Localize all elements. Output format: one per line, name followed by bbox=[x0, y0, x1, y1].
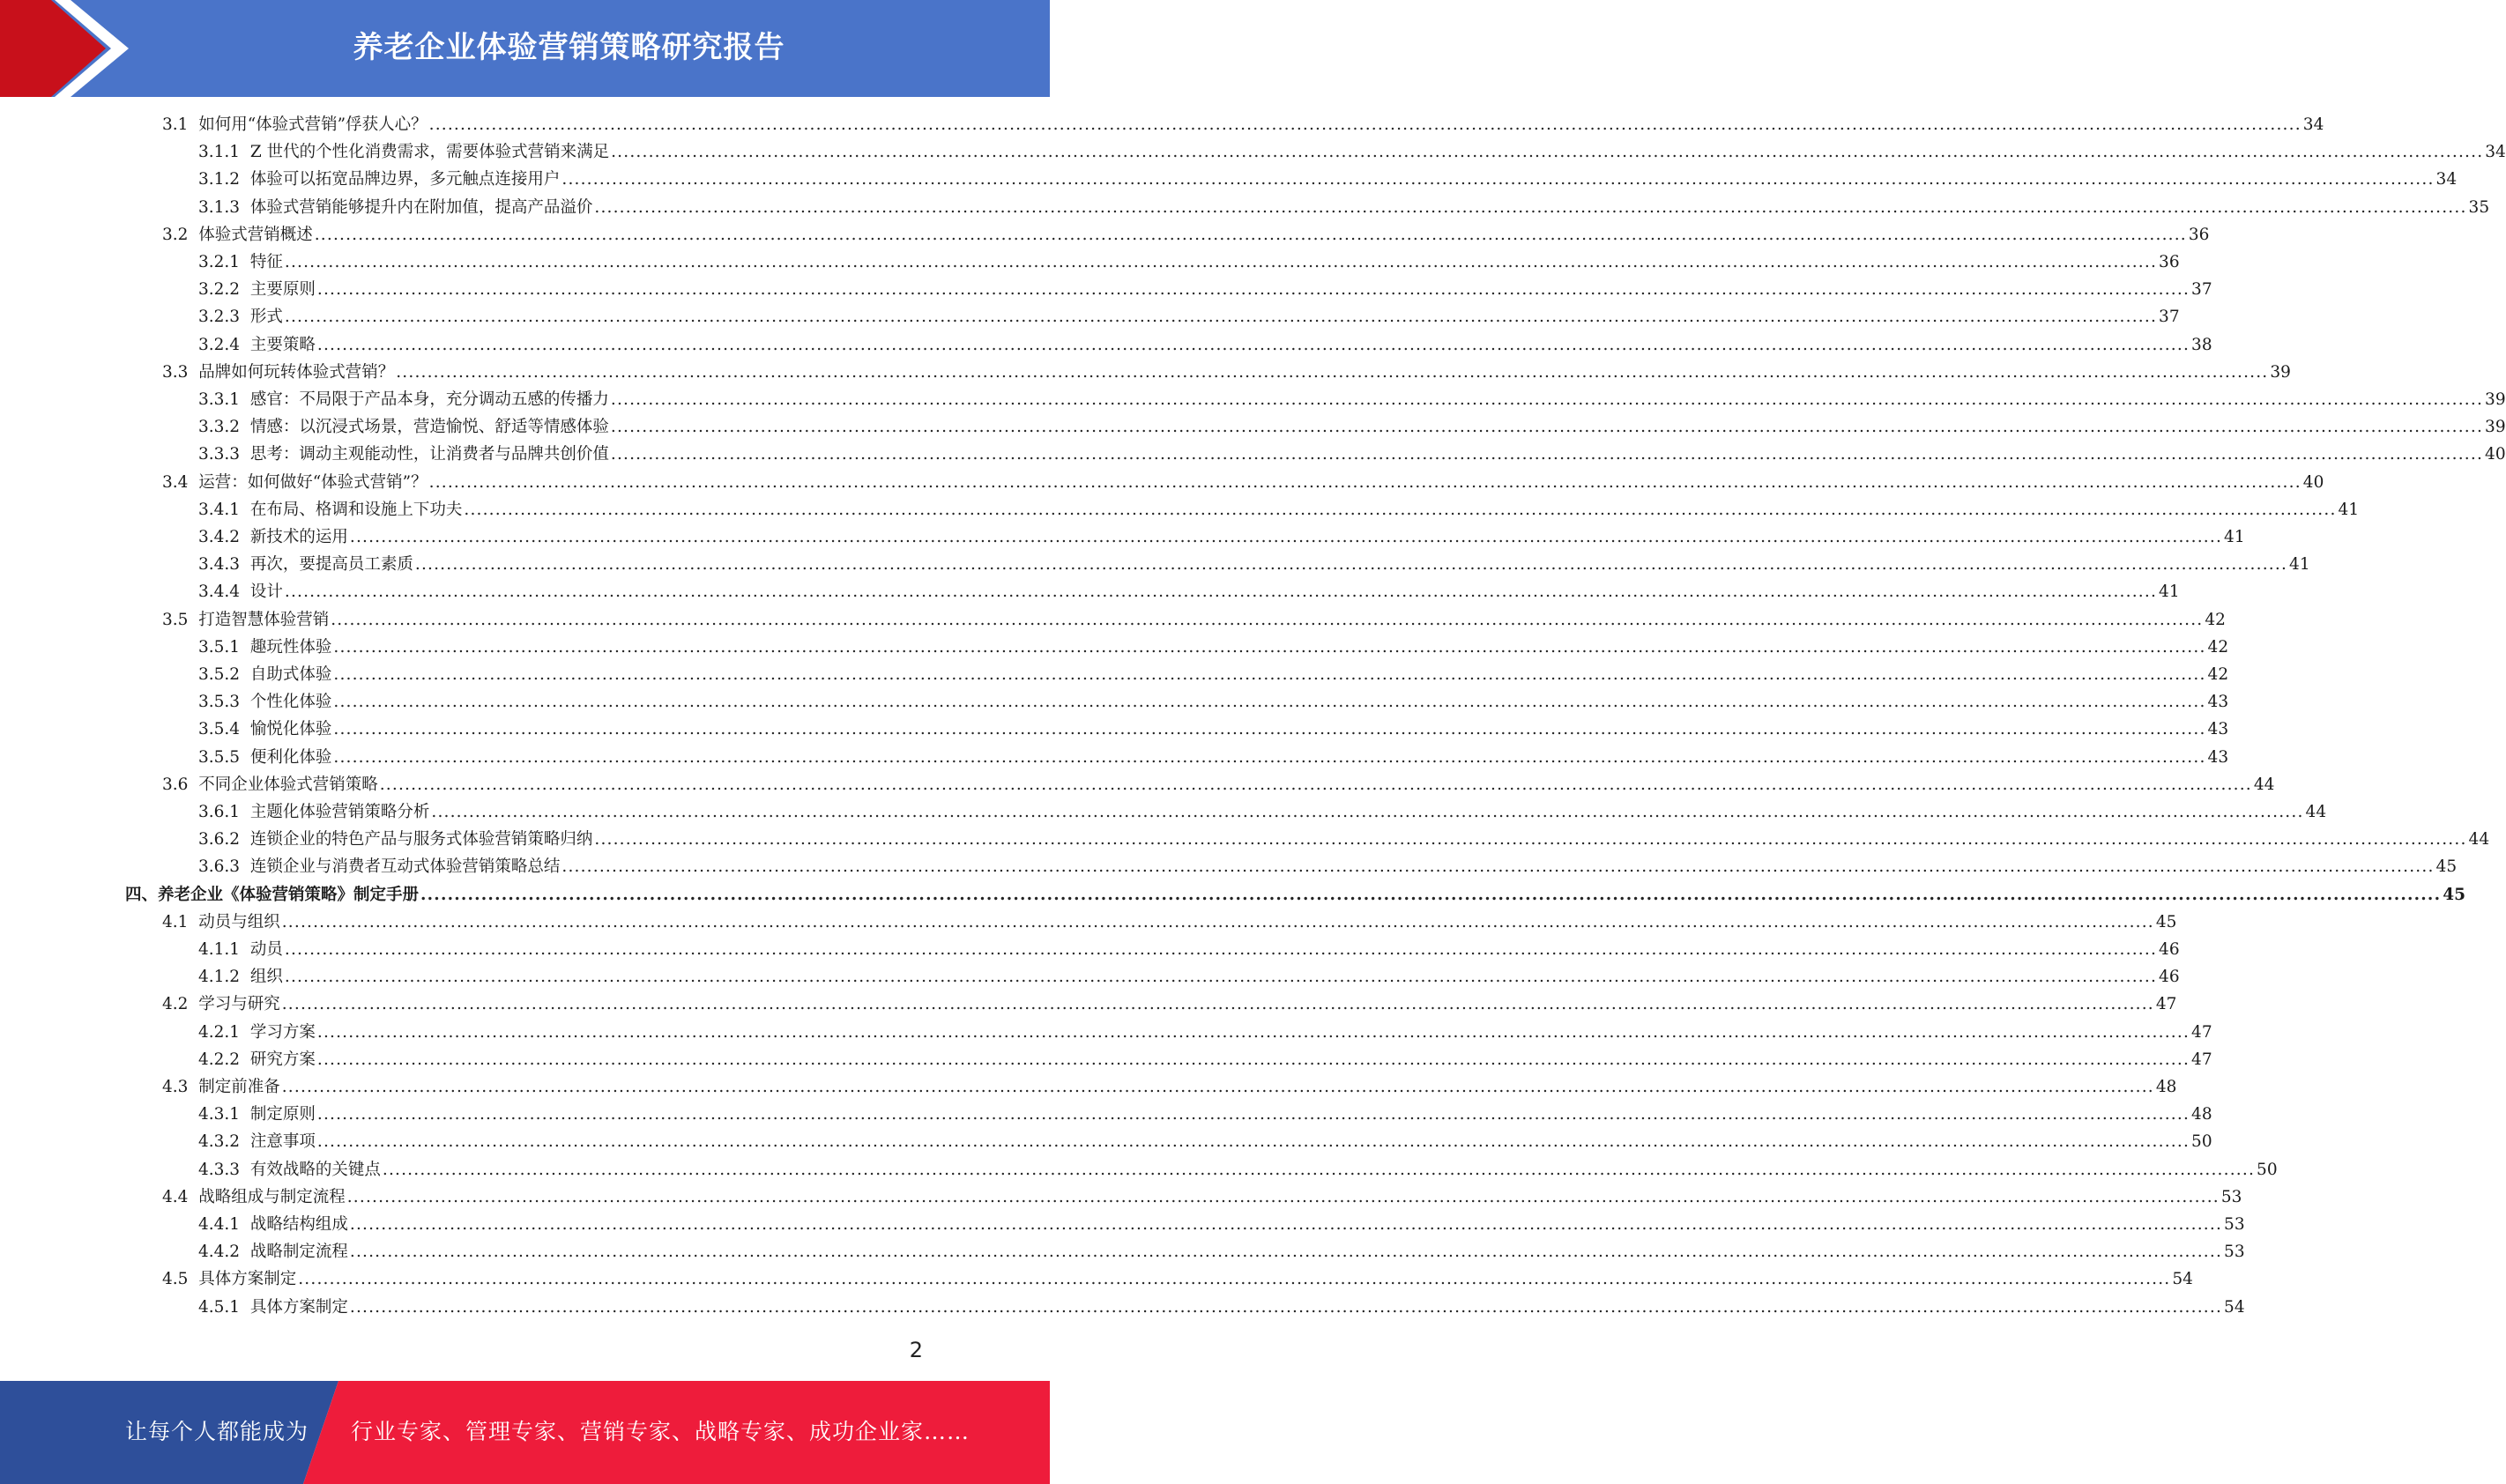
toc-entry-number: 3.6.3 bbox=[198, 857, 241, 877]
toc-entry-number: 3.2 bbox=[162, 225, 189, 244]
toc-entry-number: 3.2.4 bbox=[198, 335, 241, 354]
toc-entry-title: 具体方案制定 bbox=[198, 1270, 297, 1289]
toc-entry-title: 连锁企业的特色产品与服务式体验营销策略归纳 bbox=[249, 830, 593, 850]
toc-entry-page: 37 bbox=[2191, 280, 2212, 300]
toc-entry-number: 3.6 bbox=[162, 775, 189, 794]
toc-entry-title: 品牌如何玩转体验式营销？ bbox=[198, 362, 395, 382]
toc-entry[interactable] bbox=[198, 1238, 2245, 1265]
toc-entry-page: 45 bbox=[2155, 912, 2177, 931]
toc-entry-gap bbox=[240, 1101, 250, 1128]
toc-entry[interactable] bbox=[198, 1156, 2278, 1183]
toc-entry-gap bbox=[188, 469, 198, 496]
toc-entry-number: 4.1.1 bbox=[198, 940, 241, 959]
toc-entry-page: 41 bbox=[2224, 528, 2245, 546]
toc-entry-number: 3.1.1 bbox=[198, 143, 241, 162]
toc-entry-gap bbox=[240, 303, 250, 330]
toc-entry-number: 4.3 bbox=[162, 1078, 189, 1096]
toc-leader-dots: ............................................................................................................................................................................................................................................................................................................ bbox=[316, 335, 2190, 354]
toc-entry-page: 43 bbox=[2207, 693, 2229, 712]
toc-entry-page: 54 bbox=[2224, 1297, 2245, 1317]
toc-entry-number: 4.2 bbox=[162, 995, 189, 1014]
toc-leader-dots: ............................................................................................................................................................................................................................................................................................................ bbox=[316, 1022, 2190, 1042]
toc-entry-gap bbox=[188, 111, 198, 138]
toc-leader-dots: ............................................................................................................................................................................................................................................................................................................ bbox=[349, 1297, 2223, 1317]
toc-entry-number: 3.3.3 bbox=[198, 445, 241, 464]
toc-entry-page: 38 bbox=[2191, 335, 2212, 354]
toc-entry-page: 39 bbox=[2485, 418, 2506, 437]
toc-entry-title: 在布局、格调和设施上下功夫 bbox=[249, 500, 463, 519]
toc-entry[interactable] bbox=[198, 688, 2229, 716]
toc-leader-dots: ............................................................................................................................................................................................................................................................................................................ bbox=[346, 1187, 2220, 1206]
toc-leader-dots: ............................................................................................................................................................................................................................................................................................................ bbox=[281, 1078, 2154, 1096]
toc-leader-dots: ............................................................................................................................................................................................................................................................................................................ bbox=[379, 775, 2252, 794]
toc-leader-dots: ............................................................................................................................................................................................................................................................................................................ bbox=[594, 197, 2467, 217]
toc-entry-title: 动员 bbox=[249, 940, 283, 959]
toc-entry[interactable] bbox=[198, 523, 2245, 551]
toc-entry[interactable] bbox=[198, 166, 2458, 193]
toc-entry-page: 50 bbox=[2191, 1132, 2212, 1152]
toc-entry-number: 3.4.3 bbox=[198, 555, 241, 575]
toc-entry-page: 43 bbox=[2207, 747, 2229, 767]
toc-entry[interactable] bbox=[162, 221, 2210, 249]
toc-entry-page: 47 bbox=[2191, 1022, 2212, 1042]
toc-entry-title: 特征 bbox=[249, 253, 283, 271]
toc-leader-dots: ............................................................................................................................................................................................................................................................................................................ bbox=[284, 940, 2158, 959]
toc-leader-dots: ............................................................................................................................................................................................................................................................................................................ bbox=[333, 665, 2206, 684]
toc-entry-gap bbox=[240, 1211, 250, 1238]
toc-leader-dots: ............................................................................................................................................................................................................................................................................................................ bbox=[284, 968, 2158, 987]
toc-entry-gap bbox=[240, 523, 250, 551]
footer-slogan-right: 行业专家、管理专家、营销专家、战略专家、成功企业家…… bbox=[351, 1419, 970, 1444]
toc-leader-dots: ............................................................................................................................................................................................................................................................................................................ bbox=[316, 1050, 2190, 1069]
toc-entry-title: 运营：如何做好“体验式营销”？ bbox=[198, 472, 428, 492]
toc-entry[interactable] bbox=[198, 634, 2229, 661]
toc-entry-number: 3.5.1 bbox=[198, 637, 241, 657]
toc-entry-number: 3.4.2 bbox=[198, 528, 241, 546]
toc-entry-title: 打造智慧体验营销 bbox=[198, 610, 330, 629]
toc-entry-title: 体验可以拓宽品牌边界，多元触点连接用户 bbox=[249, 170, 561, 189]
toc-leader-dots: ............................................................................................................................................................................................................................................................................................................ bbox=[281, 912, 2154, 931]
toc-entry-page: 42 bbox=[2207, 665, 2229, 684]
toc-entry[interactable] bbox=[198, 249, 2180, 276]
toc-entry-page: 34 bbox=[2302, 115, 2324, 134]
toc-entry-gap bbox=[240, 194, 250, 221]
toc-entry-number: 4.4.2 bbox=[198, 1243, 241, 1262]
toc-entry-title: 如何用“体验式营销”俘获人心？ bbox=[198, 115, 428, 134]
toc-entry[interactable] bbox=[162, 469, 2324, 496]
toc-leader-dots: ............................................................................................................................................................................................................................................................................................................ bbox=[316, 280, 2190, 300]
toc-entry[interactable] bbox=[198, 331, 2212, 359]
toc-leader-dots: ............................................................................................................................................................................................................................................................................................................ bbox=[314, 225, 2187, 244]
toc-entry[interactable] bbox=[198, 1046, 2212, 1073]
toc-entry-number: 3.3.1 bbox=[198, 390, 241, 409]
toc-entry-gap bbox=[240, 716, 250, 743]
toc-entry-number: 4.5 bbox=[162, 1270, 189, 1289]
toc-entry[interactable] bbox=[198, 963, 2180, 991]
toc-entry-number: 4.3.3 bbox=[198, 1160, 241, 1179]
toc-entry-page: 35 bbox=[2468, 197, 2490, 217]
toc-entry-number: 3.4 bbox=[162, 472, 189, 492]
toc-entry-number: 3.5.3 bbox=[198, 693, 241, 712]
toc-entry-gap bbox=[240, 413, 250, 441]
toc-entry-page: 45 bbox=[2443, 885, 2465, 904]
toc-entry[interactable] bbox=[198, 386, 2506, 413]
toc-entry-number: 3.2.1 bbox=[198, 253, 241, 271]
footer-banner bbox=[0, 1381, 1050, 1484]
toc-entry-title: 情感：以沉浸式场景，营造愉悦、舒适等情感体验 bbox=[249, 418, 609, 437]
toc-entry[interactable] bbox=[198, 1101, 2212, 1128]
toc-entry-title: 战略结构组成 bbox=[249, 1215, 348, 1234]
toc-leader-dots: ............................................................................................................................................................................................................................................................................................................ bbox=[284, 253, 2158, 271]
toc-leader-dots: ............................................................................................................................................................................................................................................................................................................ bbox=[333, 720, 2206, 739]
toc-entry-page: 41 bbox=[2159, 582, 2180, 602]
toc-leader-dots: ............................................................................................................................................................................................................................................................................................................ bbox=[561, 857, 2435, 877]
toc-entry-page: 39 bbox=[2485, 390, 2506, 409]
toc-entry-page: 40 bbox=[2485, 445, 2506, 464]
toc-leader-dots: ............................................................................................................................................................................................................................................................................................................ bbox=[610, 418, 2484, 437]
toc-entry[interactable] bbox=[198, 798, 2327, 826]
toc-entry-title: 再次，要提高员工素质 bbox=[249, 555, 413, 575]
toc-entry-title: 四、养老企业《体验营销策略》制定手册 bbox=[125, 885, 420, 904]
toc-entry-title: 学习与研究 bbox=[198, 995, 280, 1014]
toc-leader-dots: ............................................................................................................................................................................................................................................................................................................ bbox=[420, 885, 2442, 904]
toc-entry-page: 44 bbox=[2468, 830, 2490, 850]
toc-entry-gap bbox=[240, 963, 250, 991]
toc-entry-page: 39 bbox=[2270, 362, 2291, 382]
toc-entry-number: 4.1.2 bbox=[198, 968, 241, 987]
toc-leader-dots: ............................................................................................................................................................................................................................................................................................................ bbox=[611, 143, 2484, 162]
toc-entry-page: 42 bbox=[2205, 610, 2226, 629]
toc-leader-dots: ............................................................................................................................................................................................................................................................................................................ bbox=[316, 1132, 2190, 1152]
toc-leader-dots: ............................................................................................................................................................................................................................................................................................................ bbox=[561, 170, 2435, 189]
toc-entry-page: 54 bbox=[2172, 1270, 2193, 1289]
toc-entry-gap bbox=[188, 606, 198, 634]
toc-entry-gap bbox=[240, 1156, 250, 1183]
toc-entry[interactable] bbox=[198, 496, 2360, 523]
toc-entry[interactable] bbox=[198, 194, 2490, 221]
toc-entry-page: 45 bbox=[2435, 857, 2458, 877]
toc-entry-number: 3.2.3 bbox=[198, 308, 241, 327]
footer-slogan-left: 让每个人都能成为 bbox=[125, 1419, 309, 1444]
toc-leader-dots: ............................................................................................................................................................................................................................................................................................................ bbox=[428, 115, 2302, 134]
toc-entry-gap bbox=[188, 991, 198, 1018]
toc-entry[interactable] bbox=[198, 303, 2180, 330]
toc-entry-gap bbox=[240, 826, 250, 853]
toc-entry-gap bbox=[188, 1183, 198, 1211]
toc-entry-gap bbox=[240, 331, 250, 359]
toc-entry[interactable] bbox=[198, 1019, 2212, 1046]
toc-entry-page: 34 bbox=[2485, 143, 2506, 162]
toc-leader-dots: ............................................................................................................................................................................................................................................................................................................ bbox=[382, 1160, 2256, 1179]
toc-entry-page: 48 bbox=[2155, 1078, 2177, 1096]
toc-entry-title: 主要策略 bbox=[249, 335, 316, 354]
toc-entry[interactable] bbox=[198, 936, 2180, 963]
toc-entry-title: 有效战略的关键点 bbox=[249, 1160, 381, 1179]
toc-entry-page: 41 bbox=[2338, 500, 2360, 519]
toc-leader-dots: ............................................................................................................................................................................................................................................................................................................ bbox=[284, 308, 2158, 327]
toc-entry-gap bbox=[240, 1238, 250, 1265]
toc-entry-number: 3.5 bbox=[162, 610, 189, 629]
toc-entry[interactable] bbox=[162, 991, 2177, 1018]
toc-entry-title: 战略制定流程 bbox=[249, 1243, 348, 1262]
toc-entry[interactable] bbox=[198, 1128, 2212, 1155]
toc-entry-page: 36 bbox=[2159, 253, 2180, 271]
toc-entry-page: 41 bbox=[2289, 555, 2310, 575]
toc-entry-title: 战略组成与制定流程 bbox=[198, 1187, 346, 1206]
toc-entry-page: 47 bbox=[2155, 995, 2177, 1014]
toc-leader-dots: ............................................................................................................................................................................................................................................................................................................ bbox=[316, 1105, 2190, 1124]
toc-entry-gap bbox=[240, 496, 250, 523]
toc-entry-number: 3.3 bbox=[162, 362, 189, 382]
toc-entry[interactable] bbox=[162, 1183, 2242, 1211]
toc-leader-dots: ............................................................................................................................................................................................................................................................................................................ bbox=[331, 610, 2204, 629]
toc-entry[interactable] bbox=[198, 413, 2506, 441]
toc-entry-gap bbox=[240, 386, 250, 413]
toc-leader-dots: ............................................................................................................................................................................................................................................................................................................ bbox=[333, 693, 2206, 712]
toc-entry[interactable] bbox=[198, 826, 2490, 853]
toc-entry[interactable] bbox=[162, 909, 2177, 936]
toc-entry-title: 具体方案制定 bbox=[249, 1297, 348, 1317]
toc-leader-dots: ............................................................................................................................................................................................................................................................................................................ bbox=[284, 582, 2158, 602]
toc-entry-gap bbox=[240, 798, 250, 826]
toc-entry-page: 48 bbox=[2191, 1105, 2212, 1124]
header-banner bbox=[0, 0, 1050, 97]
toc-entry-page: 36 bbox=[2188, 225, 2210, 244]
toc-entry-page: 40 bbox=[2302, 472, 2324, 492]
toc-entry-number: 3.4.4 bbox=[198, 582, 241, 602]
toc-entry-gap bbox=[240, 688, 250, 716]
toc-leader-dots: ............................................................................................................................................................................................................................................................................................................ bbox=[396, 362, 2269, 382]
toc-leader-dots: ............................................................................................................................................................................................................................................................................................................ bbox=[349, 1215, 2223, 1234]
toc-entry-title: 学习方案 bbox=[249, 1022, 316, 1042]
toc-entry[interactable] bbox=[198, 578, 2180, 605]
toc-entry-gap bbox=[240, 1019, 250, 1046]
toc-entry-number: 3.1 bbox=[162, 115, 189, 134]
toc-entry-title: 感官：不局限于产品本身，充分调动五感的传播力 bbox=[249, 390, 609, 409]
toc-entry-gap bbox=[188, 771, 198, 798]
toc-entry-gap bbox=[240, 744, 250, 771]
toc-entry-number: 4.4 bbox=[162, 1187, 189, 1206]
toc-entry[interactable] bbox=[198, 744, 2229, 771]
toc-entry[interactable] bbox=[198, 551, 2310, 578]
toc-entry-title: 自助式体验 bbox=[249, 665, 332, 684]
toc-entry-title: 趣玩性体验 bbox=[249, 637, 332, 657]
toc-leader-dots: ............................................................................................................................................................................................................................................................................................................ bbox=[333, 747, 2206, 767]
toc-entry-title: Z 世代的个性化消费需求，需要体验式营销来满足 bbox=[249, 143, 610, 162]
toc-entry-title: 便利化体验 bbox=[249, 747, 332, 767]
toc-entry-title: 体验式营销能够提升内在附加值，提高产品溢价 bbox=[249, 197, 593, 217]
toc-entry-gap bbox=[240, 936, 250, 963]
page-number: 2 bbox=[909, 1338, 923, 1362]
toc-entry-gap bbox=[188, 359, 198, 386]
toc-entry-gap bbox=[240, 578, 250, 605]
toc-entry-gap bbox=[188, 221, 198, 249]
toc-entry-number: 3.1.2 bbox=[198, 170, 241, 189]
toc-leader-dots: ............................................................................................................................................................................................................................................................................................................ bbox=[414, 555, 2288, 575]
toc-entry-number: 4.4.1 bbox=[198, 1215, 241, 1234]
toc-entry-number: 4.2.2 bbox=[198, 1050, 241, 1069]
toc-entry[interactable] bbox=[198, 716, 2229, 743]
toc-entry[interactable] bbox=[162, 771, 2275, 798]
toc-leader-dots: ............................................................................................................................................................................................................................................................................................................ bbox=[431, 803, 2304, 821]
toc-entry-gap bbox=[240, 1294, 250, 1321]
toc-leader-dots: ............................................................................................................................................................................................................................................................................................................ bbox=[333, 637, 2206, 657]
toc-entry-number: 3.6.1 bbox=[198, 803, 241, 821]
toc-entry-number: 3.5.4 bbox=[198, 720, 241, 739]
toc-entry[interactable] bbox=[198, 853, 2458, 880]
toc-entry-number: 3.5.2 bbox=[198, 665, 241, 684]
toc-entry-page: 46 bbox=[2159, 968, 2180, 987]
toc-entry-number: 4.1 bbox=[162, 912, 189, 931]
toc-entry-number: 4.3.1 bbox=[198, 1105, 241, 1124]
toc-leader-dots: ............................................................................................................................................................................................................................................................................................................ bbox=[464, 500, 2337, 519]
toc-entry-number: 3.6.2 bbox=[198, 830, 241, 850]
toc-entry-gap bbox=[240, 551, 250, 578]
toc-entry-number: 4.3.2 bbox=[198, 1132, 241, 1152]
toc-leader-dots: ............................................................................................................................................................................................................................................................................................................ bbox=[610, 390, 2484, 409]
toc-entry-title: 设计 bbox=[249, 582, 283, 602]
toc-entry-gap bbox=[240, 853, 250, 880]
toc-entry-page: 42 bbox=[2207, 637, 2229, 657]
toc-entry-number: 3.1.3 bbox=[198, 197, 241, 217]
toc-entry-gap bbox=[188, 1265, 198, 1293]
toc-leader-dots: ............................................................................................................................................................................................................................................................................................................ bbox=[349, 1243, 2223, 1262]
toc-entry-title: 形式 bbox=[249, 308, 283, 327]
toc-entry-gap bbox=[240, 661, 250, 688]
toc-entry-page: 53 bbox=[2224, 1243, 2245, 1262]
toc-entry-gap bbox=[188, 1073, 198, 1101]
toc-entry[interactable] bbox=[162, 111, 2324, 138]
toc-entry-number: 3.2.2 bbox=[198, 280, 241, 300]
toc-entry-page: 44 bbox=[2305, 803, 2327, 821]
toc-entry-title: 不同企业体验式营销策略 bbox=[198, 775, 378, 794]
toc-entry-title: 研究方案 bbox=[249, 1050, 316, 1069]
toc-entry-page: 53 bbox=[2224, 1215, 2245, 1234]
toc-entry-page: 43 bbox=[2207, 720, 2229, 739]
toc-entry-title: 注意事项 bbox=[249, 1132, 316, 1152]
toc-entry-gap bbox=[240, 249, 250, 276]
toc-entry-gap bbox=[188, 909, 198, 936]
toc-leader-dots: ............................................................................................................................................................................................................................................................................................................ bbox=[298, 1270, 2171, 1289]
toc-entry[interactable] bbox=[162, 359, 2291, 386]
toc-entry-page: 53 bbox=[2220, 1187, 2242, 1206]
toc-entry[interactable] bbox=[198, 1211, 2245, 1238]
toc-entry-title: 思考：调动主观能动性，让消费者与品牌共创价值 bbox=[249, 445, 609, 464]
toc-entry[interactable] bbox=[198, 1294, 2245, 1321]
toc-entry[interactable] bbox=[162, 1265, 2193, 1293]
toc-entry-page: 44 bbox=[2253, 775, 2275, 794]
toc-entry-gap bbox=[240, 441, 250, 468]
toc-leader-dots: ............................................................................................................................................................................................................................................................................................................ bbox=[281, 995, 2154, 1014]
toc-leader-dots: ............................................................................................................................................................................................................................................................................................................ bbox=[349, 528, 2223, 546]
toc-leader-dots: ............................................................................................................................................................................................................................................................................................................ bbox=[428, 472, 2302, 492]
toc-entry-title: 愉悦化体验 bbox=[249, 720, 332, 739]
toc-entry-page: 34 bbox=[2435, 170, 2458, 189]
toc-entry-title: 连锁企业与消费者互动式体验营销策略总结 bbox=[249, 857, 561, 877]
toc-entry-title: 制定原则 bbox=[249, 1105, 316, 1124]
toc-leader-dots: ............................................................................................................................................................................................................................................................................................................ bbox=[594, 830, 2467, 850]
toc-entry-page: 50 bbox=[2257, 1160, 2278, 1179]
toc-entry-page: 46 bbox=[2159, 940, 2180, 959]
toc-entry-gap bbox=[240, 138, 250, 166]
toc-entry-page: 47 bbox=[2191, 1050, 2212, 1069]
toc-leader-dots: ............................................................................................................................................................................................................................................................................................................ bbox=[610, 445, 2484, 464]
toc-entry-number: 3.5.5 bbox=[198, 747, 241, 767]
toc-entry-gap bbox=[240, 166, 250, 193]
toc-entry-page: 37 bbox=[2159, 308, 2180, 327]
toc-entry-title: 制定前准备 bbox=[198, 1078, 280, 1096]
toc-entry-title: 动员与组织 bbox=[198, 912, 280, 931]
toc-entry[interactable] bbox=[162, 1073, 2177, 1101]
toc-entry-number: 3.3.2 bbox=[198, 418, 241, 437]
toc-entry-number: 3.4.1 bbox=[198, 500, 241, 519]
report-title: 养老企业体验营销策略研究报告 bbox=[353, 30, 785, 65]
toc-entry-title: 组织 bbox=[249, 968, 283, 987]
toc-entry-number: 4.2.1 bbox=[198, 1022, 241, 1042]
toc-entry[interactable] bbox=[198, 138, 2506, 166]
toc-entry-title: 个性化体验 bbox=[249, 693, 332, 712]
toc-entry-gap bbox=[240, 634, 250, 661]
toc-entry-title: 主题化体验营销策略分析 bbox=[249, 803, 430, 821]
toc-entry-gap bbox=[240, 1128, 250, 1155]
toc-entry[interactable] bbox=[125, 881, 2465, 909]
toc-entry-gap bbox=[240, 1046, 250, 1073]
toc-entry-title: 新技术的运用 bbox=[249, 528, 348, 546]
toc-entry[interactable] bbox=[198, 441, 2506, 468]
toc-entry-title: 主要原则 bbox=[249, 280, 316, 300]
toc-entry-title: 体验式营销概述 bbox=[198, 225, 313, 244]
toc-entry[interactable] bbox=[198, 276, 2212, 303]
toc-entry[interactable] bbox=[162, 606, 2226, 634]
toc-entry-number: 4.5.1 bbox=[198, 1297, 241, 1317]
toc-entry[interactable] bbox=[198, 661, 2229, 688]
toc-entry-gap bbox=[240, 276, 250, 303]
